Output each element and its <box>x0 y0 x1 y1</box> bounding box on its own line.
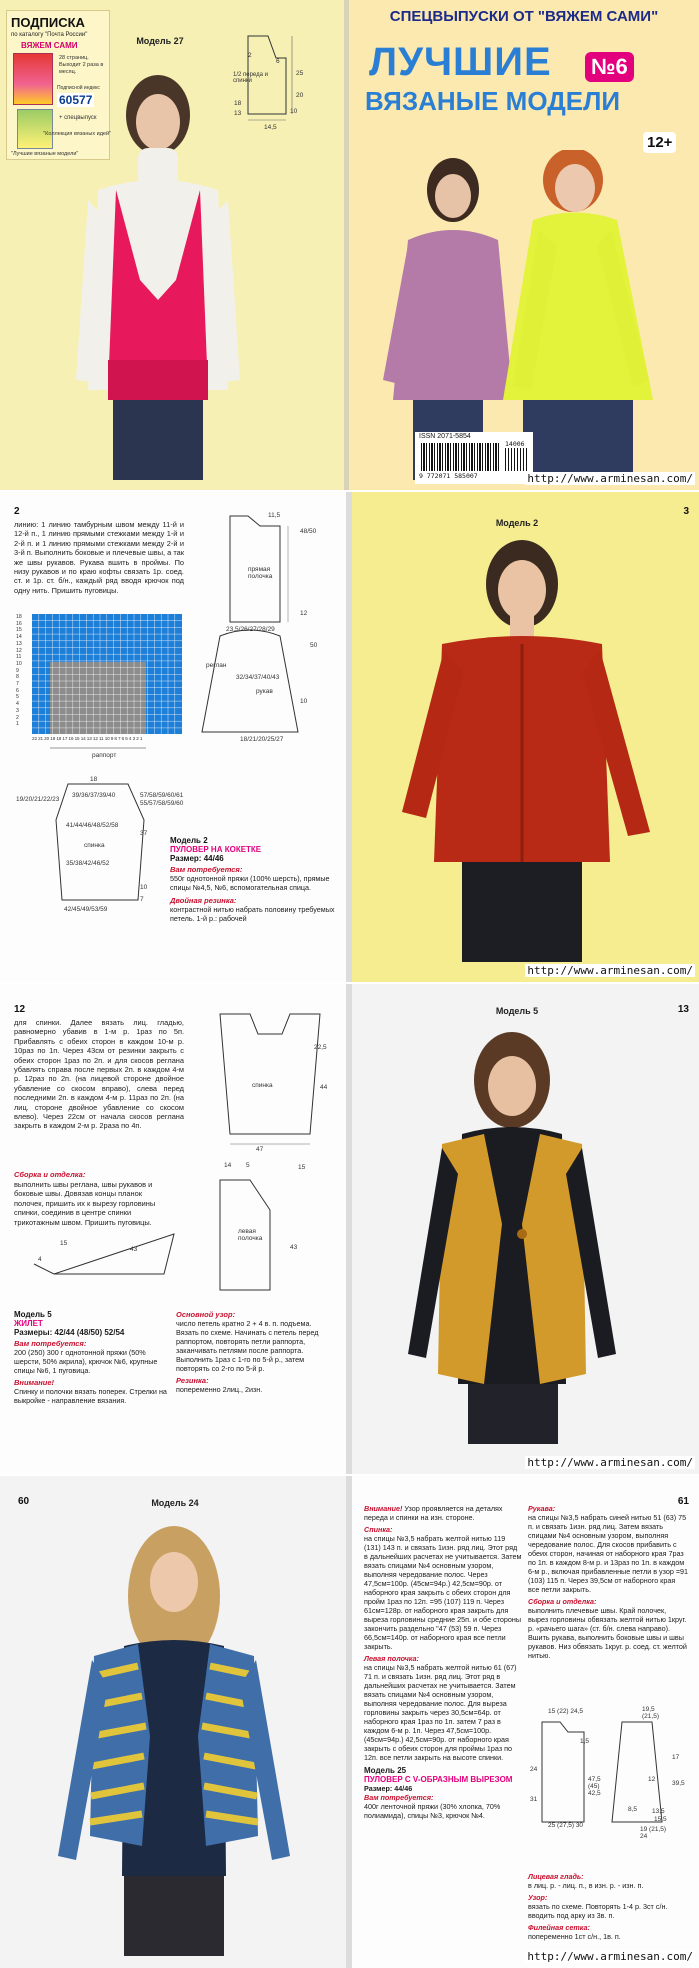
needs-heading: Вам потребуется: <box>170 865 243 874</box>
schema-label: 47 <box>256 1146 264 1153</box>
issn-text: ISSN 2071-5854 <box>419 433 471 440</box>
schema-label: 44 <box>320 1084 328 1091</box>
section-heading: Рукава: <box>528 1504 556 1513</box>
barcode-number: 9 772071 585007 <box>419 472 478 480</box>
schema-label: 5 <box>246 1162 250 1169</box>
model-title: Модель 5 <box>495 1006 539 1016</box>
schema-label: 18 <box>90 776 98 783</box>
page-13 <box>352 984 699 1474</box>
needs-heading: Вам потребуется: <box>14 1339 87 1348</box>
text-section <box>364 1654 522 1762</box>
section-heading: Филейная сетка: <box>528 1923 590 1932</box>
schema-label: 22,5 <box>314 1044 327 1051</box>
schema-label-6: 6 <box>276 58 280 65</box>
schema-label: 10 <box>140 884 148 891</box>
page-12 <box>0 984 346 1474</box>
note-text: Спинку и полочки вязать поперек. Стрелки на выкройке - направление вязания. <box>14 1387 167 1405</box>
promo-brand: ВЯЖЕМ САМИ <box>21 41 78 50</box>
chart-row-number: 2 <box>16 714 19 721</box>
text-section <box>528 1504 688 1594</box>
promo-index-value: 60577 <box>59 93 93 107</box>
text-section <box>528 1597 688 1660</box>
schema-label: 25 (27,5) 30 <box>548 1822 584 1829</box>
schema-label: 31 <box>530 1796 538 1803</box>
chart-row-number: 9 <box>16 667 19 674</box>
needs-text: 400г ленточной пряжи (30% хлопка, 70% полиамида), спицы №3, крючок №4. <box>364 1802 501 1820</box>
section-heading: Лицевая гладь: <box>528 1872 584 1881</box>
promo-special-label: + спецвыпуск <box>59 115 97 121</box>
chart-row-number: 14 <box>16 634 22 641</box>
schema-label: 17 <box>672 1754 680 1761</box>
needs-text: 550г однотонной пряжи (100% шерсть), прямые спицы №4,5, №6, вспомогательная спица. <box>170 874 330 892</box>
barcode-area <box>415 432 533 484</box>
model-type: ЖИЛЕТ <box>14 1319 43 1328</box>
section-body: попеременно 1ст с/н., 1в. п. <box>528 1932 621 1941</box>
chart-row-number: 13 <box>16 640 22 647</box>
model-info-right <box>176 1310 336 1394</box>
model-name: Модель 5 <box>14 1310 52 1319</box>
schema-label: 7 <box>140 896 144 903</box>
model-title: Модель 27 <box>136 36 184 46</box>
schema-label: левая полочка <box>238 1228 263 1242</box>
model-type: ПУЛОВЕР НА КОКЕТКЕ <box>170 845 262 854</box>
schema-label: реглан <box>206 662 227 669</box>
schema-label: 37 <box>140 830 148 837</box>
section-body: на спицы №3,5 набрать желтой нитью 61 (67) 71 п. и связать 1изн. ряд лиц. Этот ряд в дальнейших расчетах не учитывается. Затем вязать спицами №4 основным узором, выполняя чередование полос. Для выреза горловины закрыть через 30,5см=64р. от наборного края 1раз по 1п. затем 7 раз в каждом 6-м р. 1п. Через 47,5см=100р. (45см=94р.) 42,5см=90р. от наборного края закрыть с обеих сторон для проймы 1раз по 12п. все петли закрыть на высоте спинки. <box>364 1663 517 1762</box>
needs-heading: Вам потребуется: <box>364 1793 434 1802</box>
assembly-heading: Сборка и отделка: <box>14 1170 86 1179</box>
section-heading: Узор: <box>528 1893 548 1902</box>
promo-title: ПОДПИСКА <box>11 15 85 30</box>
text-section <box>364 1504 522 1522</box>
text-section <box>364 1525 522 1651</box>
schema-label: 39,5 <box>672 1780 685 1787</box>
rib-heading: Двойная резинка: <box>170 896 237 905</box>
chart-row-number: 16 <box>16 620 22 627</box>
schema-label: 19/20/21/22/23 <box>16 796 60 803</box>
cover-title-line1: ЛУЧШИЕ <box>369 40 552 84</box>
chart-rapport-label: раппорт <box>92 752 117 759</box>
chart-row-number: 7 <box>16 681 19 688</box>
instructions-text: линию: 1 линию тамбурным швом между 11-й и 12-й п., 1 линию прямыми стежками между 1-й и 2-й п. и 1 линию прямыми стежками между 2-й и 3-й п. Выполнить боковые и плечевые швы, а так же швы рукавов. Рукава вшить в проймы. По низу рукавов и по краю кофты связать 1р. соед. ст. и 1р. ст. б/н., каждый ряд вводя крючок под одну нить. Пришить пуговицы. <box>14 520 184 595</box>
page-number-left: 60 <box>18 1496 30 1507</box>
schema-label: 41/44/46/48/52/58 <box>66 822 119 829</box>
magazine-thumbnail <box>13 53 53 105</box>
vest-front-schema <box>190 1170 340 1320</box>
section-body: в лиц. р. - лиц. п., в изн. р. - изн. п. <box>528 1881 644 1890</box>
text-column-1 <box>364 1504 522 1820</box>
schema-label: 15 <box>298 1164 306 1171</box>
section-body: Узор проявляется на деталях переда и спинки на изн. стороне. <box>364 1504 503 1522</box>
schema-label: 24 <box>530 1766 538 1773</box>
schema-label: 4 <box>38 1256 42 1263</box>
schema-label: 14 <box>224 1162 232 1169</box>
model-type: ПУЛОВЕР С V-ОБРАЗНЫМ ВЫРЕЗОМ <box>364 1775 513 1784</box>
model-title: Модель 2 <box>495 518 539 528</box>
page-3 <box>352 492 699 982</box>
promo-issue-note: 28 страниц. Выходит 2 раза в месяц. <box>59 55 104 75</box>
schema-label: 55/57/58/59/60 <box>140 800 184 807</box>
schema-label-25: 25 <box>296 70 304 77</box>
chart-row-number: 10 <box>16 660 22 667</box>
chart-row-number: 6 <box>16 687 19 694</box>
schema-label: 43 <box>130 1246 138 1253</box>
cover-title-line2: ВЯЗАНЫЕ МОДЕЛИ <box>365 86 621 116</box>
schema-label: 50 <box>310 642 318 649</box>
spread-cover <box>0 0 699 490</box>
schema-label: спинка <box>252 1082 273 1089</box>
barcode-bars <box>421 443 501 471</box>
promo-catalog-line: по каталогу "Почта России" <box>11 32 88 38</box>
model-size: Размер: 44/46 <box>170 854 224 863</box>
schema-label: 23,5/26/27/28/29 <box>226 626 275 633</box>
schema-label: 15 <box>60 1240 68 1247</box>
schema-label: 13,5 <box>652 1808 665 1815</box>
instructions-text: для спинки. Далее вязать лиц. гладью, равномерно убавив в 1-м р. 1раз по 5п. Прибавлять с обеих сторон в каждом 10-м р. 10раз по 1п. Через 43см от резинки закрыть с обеих сторон 1раз по 2п. и для скосов реглана убавлять справа после первых 2п. в каждом 4-м р. 12раз по 2п. (на лицевой стороне двойное убавление со скосом вправо), слева перед последними 2п. в каждом 4-м р. 11раз по 2п. (на лиц. стороне двойное убавление со скосом влево). Через 22см от начала скосов реглана закрыть в каждом 2-м р. 2раза по 4п. <box>14 1018 184 1131</box>
schema-label-10: 10 <box>290 108 298 115</box>
schema-label: 15,5 <box>654 1816 667 1823</box>
promo-collection-name: "Коллекция вязаных идей" <box>43 131 111 137</box>
barcode-addon-bars <box>505 448 529 471</box>
schema-label: 15 (22) 24,5 <box>548 1708 584 1715</box>
section-heading: Сборка и отделка: <box>528 1597 597 1606</box>
page-number-right: 3 <box>683 506 689 517</box>
schema-label: 18/21/20/25/27 <box>240 736 284 743</box>
schema-label: 35/38/42/46/52 <box>66 860 110 867</box>
schema-label: 43 <box>290 1244 298 1251</box>
model-photo <box>58 60 258 480</box>
section-body: на спицы №3,5 набрать синей нитью 51 (63) 75 п. и связать 1изн. ряд лиц. Затем вязать спицами №4 основным узором, выполняя чередование полос. Для скосов прибавить с обеих сторон, начиная от наборного края 7раз по 1п. в каждом 8-м р. и 13раз по 1п. в каждом 6-м р., включая прибавленные петли в узор =91 (103) 115 п. Через 39,5см от наборного края все петли закрыть. <box>528 1513 689 1594</box>
chart-column-numbers: 22 21 20 19 18 17 16 15 14 13 12 11 10 9 8 7 6 5 4 3 2 1 <box>32 736 143 741</box>
spread-pages-60-61 <box>0 1476 699 1968</box>
section-body: на спицы №3,5 набрать желтой нитью 119 (131) 143 п. и связать 1изн. ряд лиц. Этот ряд в дальнейших расчетах не учитывается. Затем вязать спицами №4 основным узором, выполняя чередование полос. Через 47,5см=100р. (45см=94р.) 42,5см=90р. от наборного края закрыть с обеих сторон для пройм 1раз по 12п. =95 (107) 119 п. Через 61см=128р. от наборного края закрыть для выреза горловины средние 25п. и обе стороны закончить раздельно "47 (53) 59 п. Через 66,5см=140р. от наборного края все петли закрыть. <box>364 1534 522 1651</box>
schema-label-18: 18 <box>234 100 242 107</box>
schema-label: 12 <box>648 1776 656 1783</box>
schema-label-13: 13 <box>234 110 242 117</box>
rib-text: контрастной нитью набрать половину требуемых петель. 1-й р.: рабочей <box>170 905 335 923</box>
section-heading: Внимание! <box>364 1504 403 1513</box>
vest-back-schema <box>190 1004 340 1154</box>
chart-row-number: 4 <box>16 701 19 708</box>
barcode-addon-number: 14006 <box>505 440 525 448</box>
schema-label-2: 2 <box>248 52 252 59</box>
schema-label: 19,5 (21,5) <box>642 1706 659 1720</box>
front-schema <box>190 512 346 762</box>
model-photo <box>372 1024 672 1444</box>
note-heading: Внимание! <box>14 1378 55 1387</box>
chart-row-number: 12 <box>16 647 22 654</box>
page-61 <box>352 1476 699 1968</box>
chart-row-number: 18 <box>16 614 22 620</box>
model-info-left <box>14 1310 170 1405</box>
pattern-text: число петель кратно 2 + 4 в. п. подъема. Вязать по схеме. Начинать с петель перед раппортом, повторять петли раппорта, заканчивать петлями после раппорта. Выполнить 1раз с 1-го по 5-й р., затем повторять со 2-го по 5-й р. <box>176 1319 319 1373</box>
page-model-27 <box>0 0 344 490</box>
chart-row-number: 1 <box>16 721 19 728</box>
age-rating-badge: 12+ <box>643 132 676 153</box>
rib-heading: Резинка: <box>176 1376 209 1385</box>
section-heading: Спинка: <box>364 1525 393 1534</box>
model-info <box>364 1766 522 1820</box>
page-2 <box>0 492 346 982</box>
model-photo <box>372 532 672 962</box>
spread-pages-12-13 <box>0 984 699 1474</box>
section-body: вязать по схеме. Повторять 1-4 р. 3ст с/н. вводить под арку из 3в. п. <box>528 1902 668 1920</box>
section-heading: Левая полочка: <box>364 1654 419 1663</box>
url-watermark: http://www.arminesan.com/ <box>527 1950 693 1963</box>
cover-top-banner: СПЕЦВЫПУСКИ ОТ "ВЯЖЕМ САМИ" <box>389 8 659 25</box>
model-name: Модель 2 <box>170 836 208 845</box>
schema-label: 12 <box>300 610 308 617</box>
cover-photo <box>353 150 693 480</box>
page-number-right: 13 <box>677 1004 689 1015</box>
page-number-left: 2 <box>14 506 20 517</box>
page-cover <box>349 0 699 490</box>
promo-special-name: "Лучшие вязаные модели" <box>11 151 79 157</box>
chart-row-numbers <box>16 614 30 728</box>
model-name: Модель 25 <box>364 1766 407 1775</box>
schema-label: прямая полочка <box>248 566 273 580</box>
rib-text: попеременно 2лиц., 2изн. <box>176 1385 263 1394</box>
model-title: Модель 24 <box>151 1498 199 1508</box>
page-number-left: 12 <box>14 1004 26 1015</box>
schema-label: спинка <box>84 842 105 849</box>
chart-row-number: 8 <box>16 674 19 681</box>
url-watermark: http://www.arminesan.com/ <box>527 964 693 977</box>
model-size: Размер: 44/46 <box>364 1784 413 1793</box>
text-section <box>528 1872 688 1941</box>
cover-issue-number: №6 <box>585 52 634 82</box>
chart-row-number: 15 <box>16 627 22 634</box>
model-photo <box>14 1516 334 1956</box>
schema-label: 47,5 (45) 42,5 <box>588 1776 601 1797</box>
chart-row-number: 3 <box>16 707 19 714</box>
url-watermark: http://www.arminesan.com/ <box>527 472 693 485</box>
schema-label-half: 1/2 переда и спинки <box>233 72 268 84</box>
schema-label: 8,5 <box>628 1806 638 1813</box>
spread-pages-2-3 <box>0 492 699 982</box>
schema-label: 10 <box>300 698 308 705</box>
promo-index-label: Подписной индекс <box>57 85 100 91</box>
section-body: выполнить плечевые швы. Край полочек, вырез горловины обвязать желтой нитью 1круг. р. «рачьего шага» (ст. б/н. слева направо). Вшить рукава, выполнить боковые швы и швы рукавов. Низ обвязать 1круг. р. соед. ст. желтой нитью. <box>528 1606 687 1660</box>
url-watermark: http://www.arminesan.com/ <box>527 1456 693 1469</box>
model-size: Размеры: 42/44 (48/50) 52/54 <box>14 1328 125 1337</box>
schema-label: 32/34/37/40/43 <box>236 674 280 681</box>
schema-label: 39/36/37/39/40 <box>72 792 116 799</box>
schema-label: 1,5 <box>580 1738 590 1745</box>
model-info-block <box>170 836 340 923</box>
schema-label: рукав <box>256 688 273 695</box>
schema-label: 57/58/59/60/61 <box>140 792 184 799</box>
assembly-text: выполнить швы реглана, швы рукавов и боковые швы. Довязав концы планок полочек, пришить их к вырезу горловины спинки, соединив в центре спинки трикотажным швом. Пришить пуговицы. <box>14 1180 156 1227</box>
page-number-right: 61 <box>677 1496 689 1507</box>
schema-label: 48/50 <box>300 528 317 535</box>
schema-label: 42/45/49/53/59 <box>64 906 108 913</box>
page-60 <box>0 1476 346 1968</box>
chart-row-number: 11 <box>16 654 22 661</box>
chart-row-number: 5 <box>16 694 19 701</box>
schema-label: 19 (21,5) 24 <box>640 1826 667 1840</box>
schema-label-14-5: 14,5 <box>264 124 277 131</box>
pattern-heading: Основной узор: <box>176 1310 236 1319</box>
needs-text: 200 (250) 300 г однотонной пряжи (50% шерсти, 50% акрила), крючок №6, крупные спицы №6, 1 пуговица. <box>14 1348 158 1375</box>
schema-label: 11,5 <box>268 512 281 519</box>
schema-label-20: 20 <box>296 92 304 99</box>
magazine-thumbnail-2 <box>17 109 53 149</box>
